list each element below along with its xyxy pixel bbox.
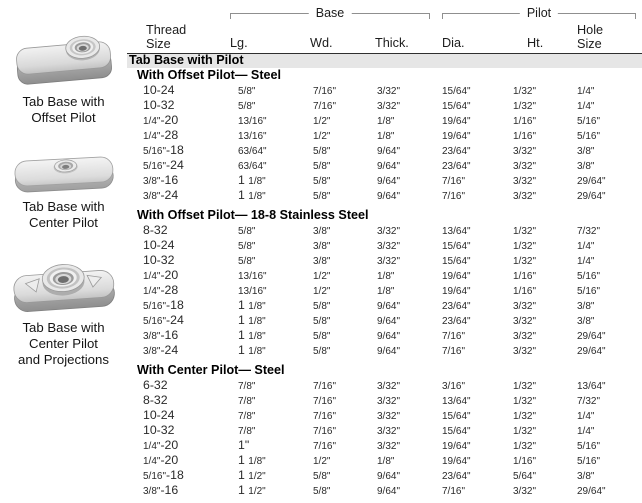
col-header-thick: Thick. (375, 35, 409, 50)
value-cell: 7/16" (442, 191, 466, 202)
value-cell: 7/8" (238, 411, 256, 422)
value-cell: 5/16" (577, 116, 601, 127)
value-cell: 13/16" (238, 116, 267, 127)
value-cell: 3/32" (513, 316, 537, 327)
value-cell: 3/32" (377, 86, 401, 97)
table-row (127, 328, 642, 343)
value-cell: 1 1/8" (238, 328, 266, 342)
value-cell: 9/64" (377, 191, 401, 202)
value-cell: 5/8" (313, 316, 331, 327)
figure-caption: Tab Base with Center Pilot and Projections (18, 320, 109, 367)
value-cell: 19/64" (442, 116, 471, 127)
value-cell: 1 1/8" (238, 453, 266, 467)
value-cell: 1 1/8" (238, 313, 266, 327)
value-cell: 3/16" (442, 381, 466, 392)
value-cell: 5/8" (313, 471, 331, 482)
thread-size-cell: 3/8"-24 (143, 343, 179, 357)
value-cell: 3/8" (577, 146, 595, 157)
value-cell: 3/32" (513, 346, 537, 357)
base-group-label: Base (309, 6, 352, 20)
product-figures-column (0, 0, 127, 503)
value-cell: 29/64" (577, 346, 606, 357)
value-cell: 1/4" (577, 426, 595, 437)
value-cell: 1/8" (377, 116, 395, 127)
value-cell: 7/32" (577, 226, 601, 237)
thread-size-cell: 10-32 (143, 253, 175, 267)
value-cell: 7/16" (313, 381, 337, 392)
value-cell: 1/2" (313, 116, 331, 127)
value-cell: 1/8" (377, 271, 395, 282)
thread-size-cell: 1/4"-28 (143, 128, 179, 142)
section-heading: With Offset Pilot— 18-8 Stainless Steel (137, 208, 369, 222)
value-cell: 5/8" (238, 101, 256, 112)
value-cell: 1/32" (513, 396, 537, 407)
value-cell: 1/32" (513, 256, 537, 267)
thread-size-cell: 1/4"-20 (143, 113, 179, 127)
table-row (127, 188, 642, 203)
thread-size-cell: 1/4"-20 (143, 453, 179, 467)
figure-center-pilot (0, 150, 127, 231)
value-cell: 9/64" (377, 331, 401, 342)
value-cell: 19/64" (442, 271, 471, 282)
value-cell: 15/64" (442, 411, 471, 422)
table-row (127, 128, 642, 143)
value-cell: 7/16" (442, 176, 466, 187)
value-cell: 5/8" (313, 146, 331, 157)
value-cell: 1/32" (513, 226, 537, 237)
value-cell: 7/16" (442, 346, 466, 357)
value-cell: 5/8" (313, 161, 331, 172)
value-cell: 1 1/8" (238, 173, 266, 187)
value-cell: 23/64" (442, 316, 471, 327)
table-row (127, 223, 642, 238)
value-cell: 5/16" (577, 131, 601, 142)
col-header-lg: Lg. (230, 35, 248, 50)
figure-offset-pilot (0, 33, 127, 126)
value-cell: 29/64" (577, 331, 606, 342)
value-cell: 7/16" (442, 486, 466, 497)
value-cell: 13/64" (577, 381, 606, 392)
thread-size-cell: 10-32 (143, 98, 175, 112)
value-cell: 3/32" (377, 441, 401, 452)
thread-size-cell: 5/16"-18 (143, 298, 184, 312)
value-cell: 1/32" (513, 86, 537, 97)
value-cell: 9/64" (377, 161, 401, 172)
value-cell: 1 1/2" (238, 468, 266, 482)
value-cell: 7/16" (313, 441, 337, 452)
value-cell: 3/32" (377, 381, 401, 392)
value-cell: 7/16" (313, 101, 337, 112)
value-cell: 23/64" (442, 161, 471, 172)
thread-size-cell: 3/8"-16 (143, 173, 179, 187)
table-row (127, 438, 642, 453)
thread-size-cell: 3/8"-24 (143, 188, 179, 202)
value-cell: 5/8" (238, 226, 256, 237)
value-cell: 1/32" (513, 426, 537, 437)
value-cell: 3/32" (513, 176, 537, 187)
value-cell: 29/64" (577, 176, 606, 187)
thread-size-cell: 5/16"-18 (143, 143, 184, 157)
thread-size-cell: 5/16"-18 (143, 468, 184, 482)
thread-size-cell: 5/16"-24 (143, 313, 184, 327)
value-cell: 1/32" (513, 411, 537, 422)
value-cell: 5/8" (238, 241, 256, 252)
value-cell: 19/64" (442, 131, 471, 142)
value-cell: 13/16" (238, 131, 267, 142)
value-cell: 7/16" (313, 396, 337, 407)
value-cell: 3/32" (377, 426, 401, 437)
value-cell: 7/16" (313, 86, 337, 97)
value-cell: 19/64" (442, 456, 471, 467)
table-section (127, 68, 642, 203)
value-cell: 5/8" (313, 486, 331, 497)
table-row (127, 378, 642, 393)
value-cell: 3/32" (513, 331, 537, 342)
table-row (127, 83, 642, 98)
value-cell: 29/64" (577, 486, 606, 497)
value-cell: 9/64" (377, 486, 401, 497)
spec-table (127, 0, 642, 503)
value-cell: 13/16" (238, 271, 267, 282)
value-cell: 5/8" (313, 301, 331, 312)
col-header-thread-size: Thread Size (146, 23, 187, 51)
table-row (127, 468, 642, 483)
table-row (127, 238, 642, 253)
value-cell: 15/64" (442, 426, 471, 437)
value-cell: 5/8" (238, 86, 256, 97)
value-cell: 63/64" (238, 146, 267, 157)
value-cell: 23/64" (442, 146, 471, 157)
table-row (127, 393, 642, 408)
table-row (127, 268, 642, 283)
table-section (127, 363, 642, 498)
value-cell: 1/4" (577, 241, 595, 252)
center-pilot-nut-image (12, 150, 116, 196)
table-body (127, 68, 642, 498)
value-cell: 5/8" (313, 331, 331, 342)
value-cell: 9/64" (377, 146, 401, 157)
table-row (127, 98, 642, 113)
value-cell: 1/2" (313, 131, 331, 142)
value-cell: 3/8" (577, 301, 595, 312)
table-row (127, 158, 642, 173)
value-cell: 1/8" (377, 456, 395, 467)
value-cell: 19/64" (442, 286, 471, 297)
value-cell: 3/32" (377, 101, 401, 112)
table-row (127, 143, 642, 158)
value-cell: 1/16" (513, 131, 537, 142)
col-header-ht: Ht. (527, 35, 544, 50)
value-cell: 63/64" (238, 161, 267, 172)
value-cell: 1/2" (313, 271, 331, 282)
value-cell: 7/8" (238, 426, 256, 437)
thread-size-cell: 3/8"-16 (143, 328, 179, 342)
value-cell: 7/16" (313, 411, 337, 422)
value-cell: 1/2" (313, 456, 331, 467)
value-cell: 1/16" (513, 116, 537, 127)
value-cell: 1/32" (513, 381, 537, 392)
value-cell: 1 1/2" (238, 483, 266, 497)
value-cell: 5/64" (513, 471, 537, 482)
center-pilot-projections-nut-image (10, 257, 118, 317)
value-cell: 5/8" (313, 346, 331, 357)
value-cell: 3/32" (513, 191, 537, 202)
value-cell: 1 1/8" (238, 188, 266, 202)
value-cell: 9/64" (377, 471, 401, 482)
value-cell: 15/64" (442, 256, 471, 267)
table-row (127, 408, 642, 423)
thread-size-cell: 1/4"-28 (143, 283, 179, 297)
value-cell: 5/8" (313, 176, 331, 187)
pilot-group-label: Pilot (520, 6, 558, 20)
value-cell: 13/64" (442, 226, 471, 237)
col-header-dia: Dia. (442, 35, 465, 50)
value-cell: 5/8" (238, 256, 256, 267)
base-group-bracket (230, 6, 430, 20)
thread-size-cell: 1/4"-20 (143, 438, 179, 452)
value-cell: 3/32" (513, 161, 537, 172)
value-cell: 1/32" (513, 241, 537, 252)
value-cell: 7/16" (442, 331, 466, 342)
thread-size-cell: 3/8"-16 (143, 483, 179, 497)
table-row (127, 283, 642, 298)
value-cell: 1/32" (513, 441, 537, 452)
table-header (127, 0, 642, 53)
value-cell: 3/32" (513, 486, 537, 497)
value-cell: 3/32" (513, 146, 537, 157)
value-cell: 19/64" (442, 441, 471, 452)
value-cell: 5/16" (577, 286, 601, 297)
value-cell: 1/8" (377, 131, 395, 142)
value-cell: 9/64" (377, 346, 401, 357)
value-cell: 1 1/8" (238, 298, 266, 312)
value-cell: 7/8" (238, 381, 256, 392)
value-cell: 9/64" (377, 301, 401, 312)
value-cell: 1/2" (313, 286, 331, 297)
col-header-wd: Wd. (310, 35, 333, 50)
value-cell: 3/8" (577, 161, 595, 172)
value-cell: 3/32" (377, 256, 401, 267)
table-row (127, 343, 642, 358)
value-cell: 3/32" (377, 241, 401, 252)
value-cell: 23/64" (442, 301, 471, 312)
value-cell: 15/64" (442, 241, 471, 252)
value-cell: 3/32" (377, 396, 401, 407)
figure-caption: Tab Base with Center Pilot (22, 199, 105, 230)
value-cell: 3/32" (377, 226, 401, 237)
value-cell: 3/32" (513, 301, 537, 312)
value-cell: 1/4" (577, 411, 595, 422)
thread-size-cell: 10-24 (143, 238, 175, 252)
value-cell: 7/16" (313, 426, 337, 437)
value-cell: 3/8" (313, 226, 331, 237)
thread-size-cell: 8-32 (143, 393, 168, 407)
col-header-hole-size: Hole Size (577, 23, 604, 51)
thread-size-cell: 1/4"-20 (143, 268, 179, 282)
value-cell: 15/64" (442, 86, 471, 97)
pilot-group-bracket (442, 6, 636, 20)
value-cell: 1/4" (577, 86, 595, 97)
value-cell: 5/16" (577, 456, 601, 467)
table-row (127, 173, 642, 188)
thread-size-cell: 10-24 (143, 408, 175, 422)
table-section (127, 208, 642, 358)
value-cell: 1 1/8" (238, 343, 266, 357)
table-row (127, 298, 642, 313)
table-row (127, 453, 642, 468)
value-cell: 23/64" (442, 471, 471, 482)
value-cell: 1" (238, 438, 250, 452)
table-row (127, 423, 642, 438)
thread-size-cell: 10-32 (143, 423, 175, 437)
value-cell: 1/8" (377, 286, 395, 297)
value-cell: 29/64" (577, 191, 606, 202)
table-title-bar: Tab Base with Pilot (127, 53, 642, 68)
thread-size-cell: 5/16"-24 (143, 158, 184, 172)
table-row (127, 483, 642, 498)
value-cell: 7/8" (238, 396, 256, 407)
section-heading: With Center Pilot— Steel (137, 363, 285, 377)
value-cell: 3/8" (313, 241, 331, 252)
thread-size-cell: 10-24 (143, 83, 175, 97)
value-cell: 13/16" (238, 286, 267, 297)
table-row (127, 313, 642, 328)
value-cell: 5/16" (577, 271, 601, 282)
value-cell: 3/32" (377, 411, 401, 422)
figure-caption: Tab Base with Offset Pilot (22, 94, 105, 125)
section-heading: With Offset Pilot— Steel (137, 68, 282, 82)
value-cell: 5/8" (313, 191, 331, 202)
figure-center-pilot-projections (0, 257, 127, 368)
value-cell: 1/16" (513, 456, 537, 467)
value-cell: 9/64" (377, 176, 401, 187)
table-row (127, 113, 642, 128)
value-cell: 3/8" (313, 256, 331, 267)
value-cell: 15/64" (442, 101, 471, 112)
value-cell: 1/32" (513, 101, 537, 112)
value-cell: 7/32" (577, 396, 601, 407)
value-cell: 1/16" (513, 271, 537, 282)
thread-size-cell: 6-32 (143, 378, 168, 392)
value-cell: 9/64" (377, 316, 401, 327)
value-cell: 3/8" (577, 316, 595, 327)
value-cell: 1/16" (513, 286, 537, 297)
offset-pilot-nut-image (12, 33, 116, 91)
value-cell: 3/8" (577, 471, 595, 482)
value-cell: 1/4" (577, 256, 595, 267)
table-row (127, 253, 642, 268)
value-cell: 5/16" (577, 441, 601, 452)
value-cell: 1/4" (577, 101, 595, 112)
value-cell: 13/64" (442, 396, 471, 407)
thread-size-cell: 8-32 (143, 223, 168, 237)
